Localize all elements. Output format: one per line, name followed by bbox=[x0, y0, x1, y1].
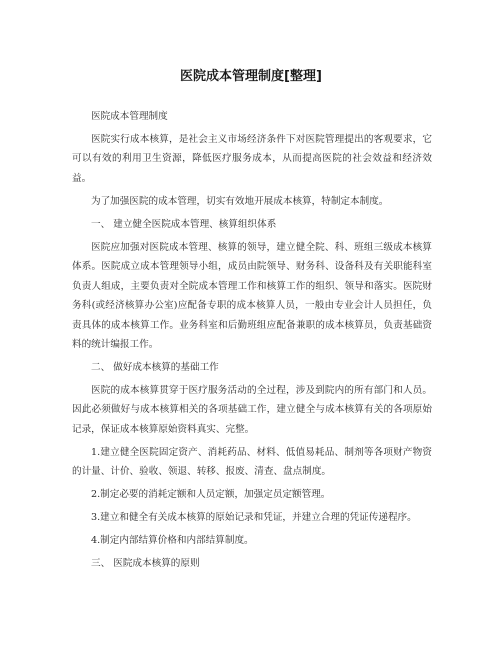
section-heading-2: 二、 做好成本核算的基础工作 bbox=[91, 361, 219, 373]
document-title: 医院成本管理制度[整理] bbox=[180, 69, 322, 84]
list-item-3: 3.建立和健全有关成本核算的原始记录和凭证，并建立合理的凭证传递程序。 bbox=[91, 512, 417, 524]
list-item-4: 4.制定内部结算价格和内部结算制度。 bbox=[91, 534, 254, 546]
paragraph-intro: 医院实行成本核算，是社会主义市场经济条件下对医院管理提出的客观要求，它可以有效的利用卫生资源，降低医疗服务成本，从而提高医院的社会效益和经济效益。 bbox=[72, 133, 432, 184]
section-heading-1: 一、 建立健全医院成本管理、核算组织体系 bbox=[91, 218, 277, 230]
document-body bbox=[72, 107, 432, 573]
paragraph-section-2: 医院的成本核算贯穿于医疗服务活动的全过程，涉及到院内的所有部门和人员。因此必须做好与成本核算相关的各项基础工作，建立健全与成本核算有关的各项原始记录，保证成本核算原始资料真实、完整。 bbox=[72, 384, 432, 435]
section-heading-3: 三、 医院成本核算的原则 bbox=[91, 557, 200, 569]
list-item-1: 1.建立健全医院固定资产、消耗药品、材料、低值易耗品、制剂等各项财产物资的计量、计价、验收、领退、转移、报废、清查、盘点制度。 bbox=[72, 446, 432, 478]
paragraph-purpose: 为了加强医院的成本管理，切实有效地开展成本核算，特制定本制度。 bbox=[91, 195, 389, 207]
list-item-2: 2.制定必要的消耗定额和人员定额，加强定员定额管理。 bbox=[91, 489, 331, 501]
paragraph-heading: 医院成本管理制度 bbox=[91, 111, 168, 122]
paragraph-section-1: 医院应加强对医院成本管理、核算的领导，建立健全院、科、班组三级成本核算体系。医院成立成本管理领导小组，成员由院领导、财务科、设备科及有关职能科室负责人组成，主要负责对全院成本管理工作和核算工作的组织、领导和落实。医院财务科(或经济核算办公室)应配备专职的成本核算人员，一般由专业会计人员担任，负责具体的成本核算工作。业务科室和后勤班组应配备兼职的成本核算员，负责基础资料的统计编报工作。 bbox=[72, 241, 432, 351]
